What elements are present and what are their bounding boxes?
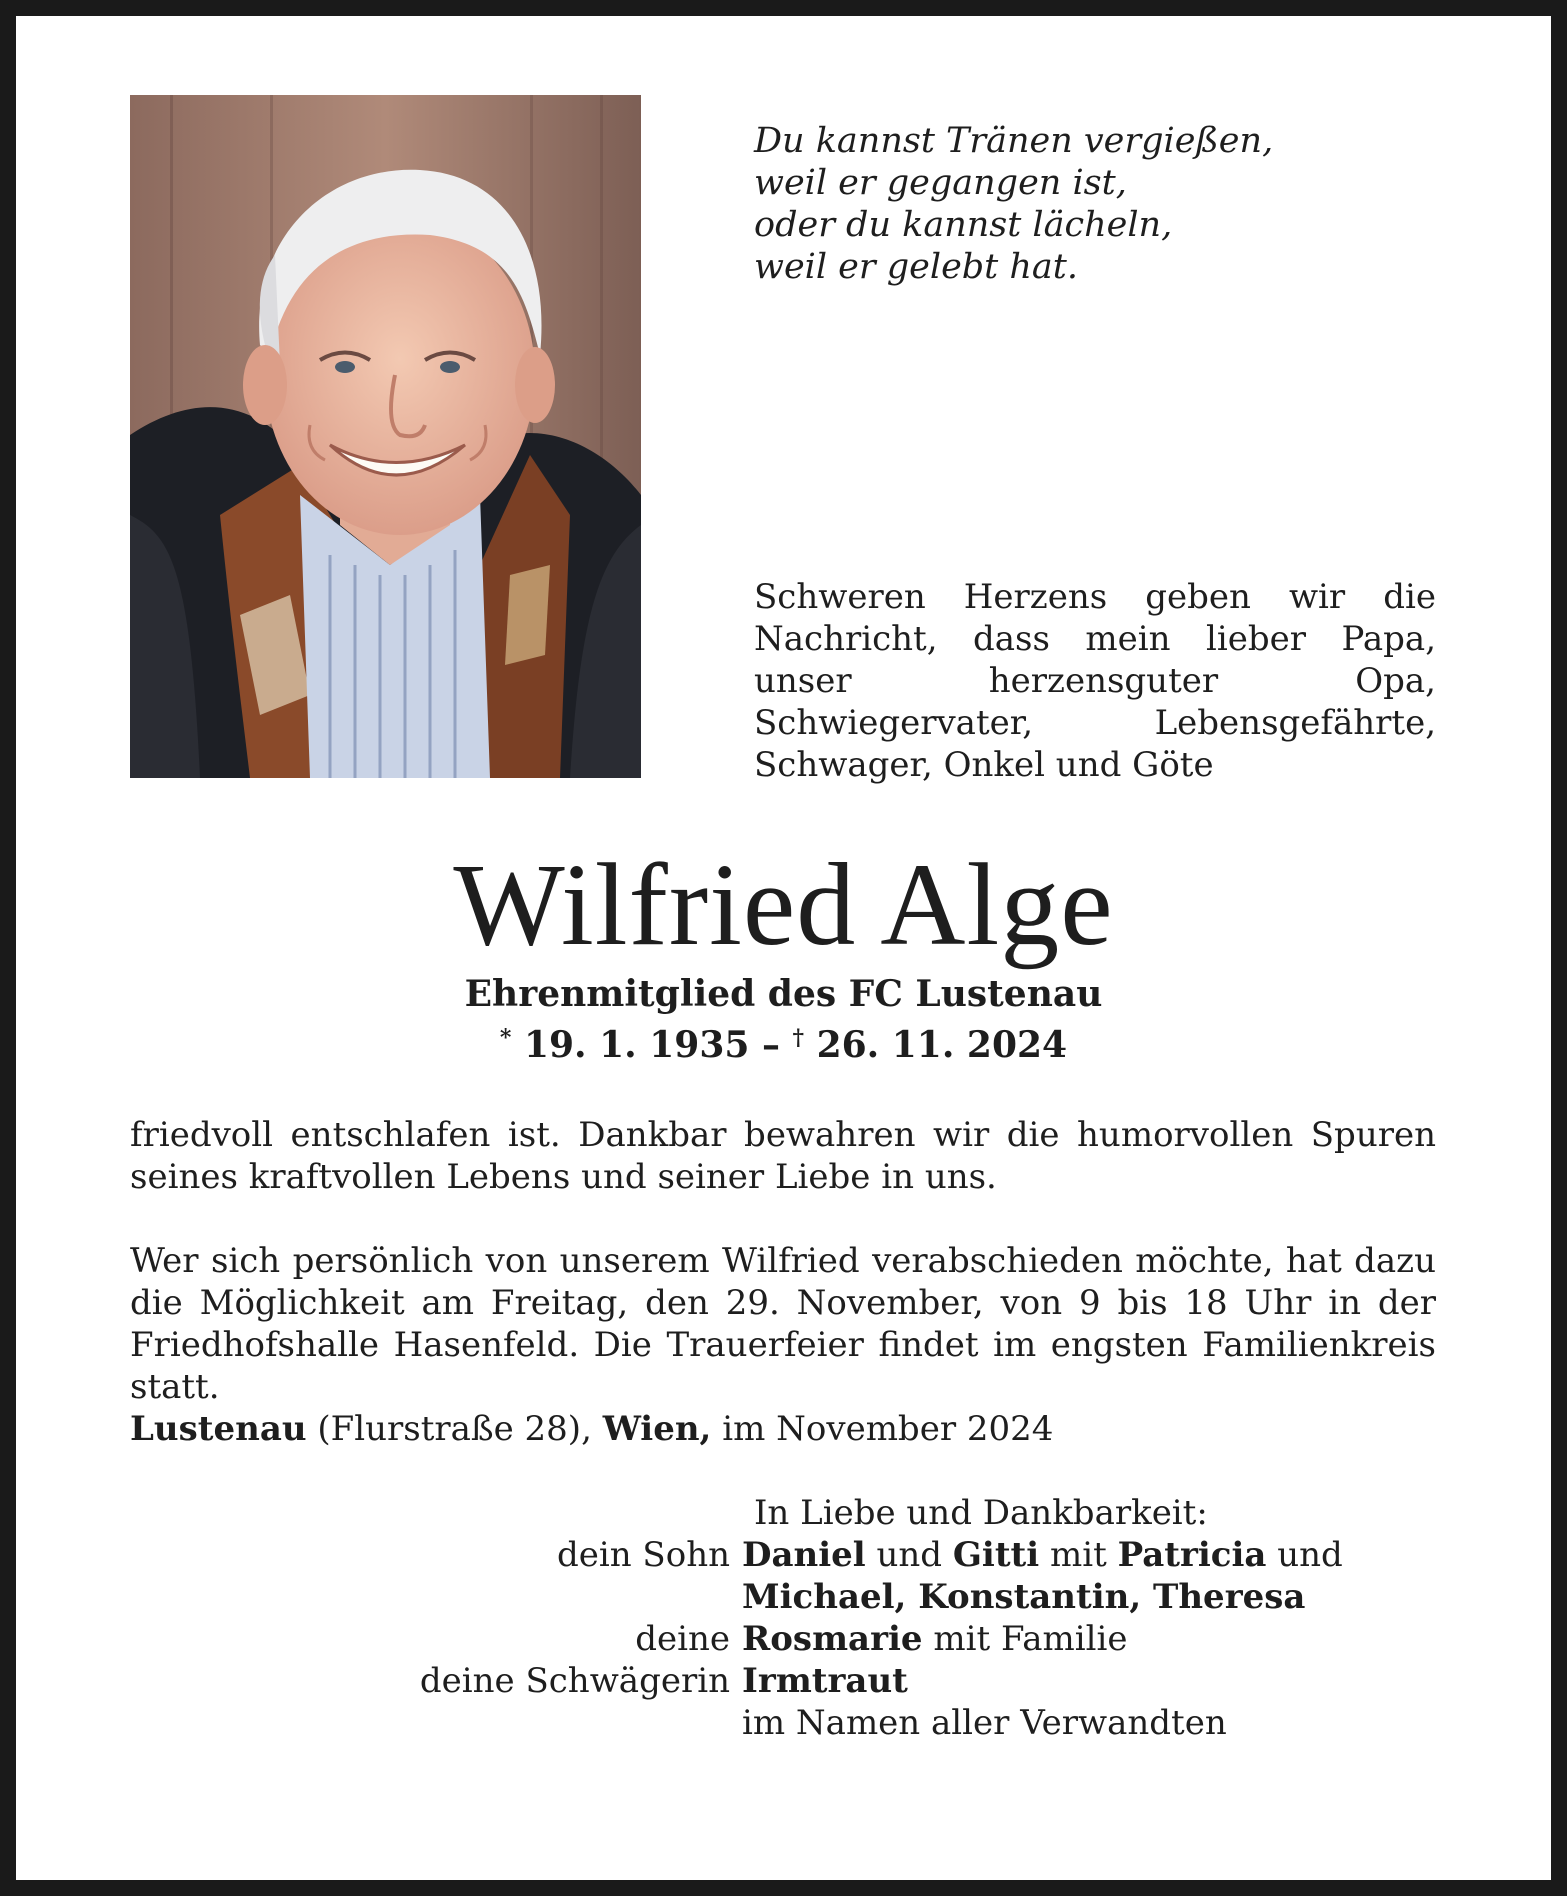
signature-text: mit: [1039, 1535, 1118, 1575]
signature-names: [742, 1534, 1470, 1576]
signature-relation: deine Schwägerin: [419, 1661, 730, 1701]
death-symbol: †: [792, 1025, 805, 1051]
quote-line: Du kannst Tränen vergießen,: [754, 121, 1274, 161]
signature-row: [130, 1702, 1470, 1744]
signature-relation: [130, 1702, 742, 1744]
signature-names: [742, 1618, 1470, 1660]
signature-row: [130, 1618, 1470, 1660]
signature-names: [742, 1660, 1470, 1702]
signature-names: [742, 1702, 1470, 1744]
signature-relation: [130, 1576, 742, 1618]
honor-title: Ehrenmitglied des FC Lustenau: [464, 973, 1103, 1015]
signature-text: und: [1266, 1535, 1343, 1575]
signature-name: Irmtraut: [742, 1661, 908, 1701]
signature-name: Michael, Konstantin, Theresa: [742, 1577, 1306, 1617]
place-address: (Flurstraße 28),: [317, 1409, 592, 1449]
signature-row: [130, 1534, 1470, 1576]
signature-name: Gitti: [952, 1535, 1040, 1575]
paragraph-farewell: Wer sich persönlich von unserem Wilfried verabschieden möchte, hat dazu die Möglichkeit am Freitag, den 29. November, von 9 bis 18 Uhr in der Friedhofshalle Hasenfeld. Die Trauerfeier findet im engsten Familienkreis statt.: [130, 1241, 1436, 1407]
signature-relation: dein Sohn: [556, 1535, 730, 1575]
place-date: im November 2024: [722, 1409, 1054, 1449]
birth-symbol: *: [499, 1025, 512, 1051]
quote-line: weil er gelebt hat.: [754, 247, 1078, 287]
signature-row: [130, 1660, 1470, 1702]
place-city-2: Wien,: [602, 1409, 712, 1449]
place-date-line: [130, 1408, 1436, 1450]
birth-date: 19. 1. 1935: [523, 1024, 750, 1066]
quote-line: oder du kannst lächeln,: [754, 205, 1173, 245]
paragraph-passing: friedvoll entschlafen ist. Dankbar bewahren wir die humorvollen Spuren seines kraftvollen Lebens und seiner Liebe in uns.: [130, 1115, 1436, 1197]
poem-quote: [754, 120, 1454, 288]
signature-name: Daniel: [742, 1535, 866, 1575]
date-dash: –: [761, 1024, 780, 1066]
signature-text: im Namen aller Verwandten: [742, 1703, 1227, 1743]
signature-block: [130, 1534, 1470, 1744]
quote-line: weil er gegangen ist,: [754, 163, 1127, 203]
signature-relation: deine: [635, 1619, 730, 1659]
signature-text: und: [865, 1535, 953, 1575]
announcement-text: Schweren Herzens geben wir die Nachricht, dass mein lieber Papa, unser herzensguter Opa, Schwiegervater, Lebensgefährte, Schwager, Onkel und Göte: [754, 577, 1436, 785]
portrait-photo: [130, 95, 641, 778]
deceased-name: Wilfried Alge: [453, 839, 1114, 970]
signature-text: mit Familie: [922, 1619, 1128, 1659]
signature-names: [742, 1576, 1470, 1618]
signature-name: Rosmarie: [742, 1619, 923, 1659]
signature-row: [130, 1576, 1470, 1618]
signature-name: Patricia: [1117, 1535, 1267, 1575]
place-city: Lustenau: [130, 1409, 307, 1449]
death-date: 26. 11. 2024: [816, 1024, 1068, 1066]
closing-line: In Liebe und Dankbarkeit:: [754, 1493, 1208, 1533]
life-dates: [0, 1016, 1567, 1067]
